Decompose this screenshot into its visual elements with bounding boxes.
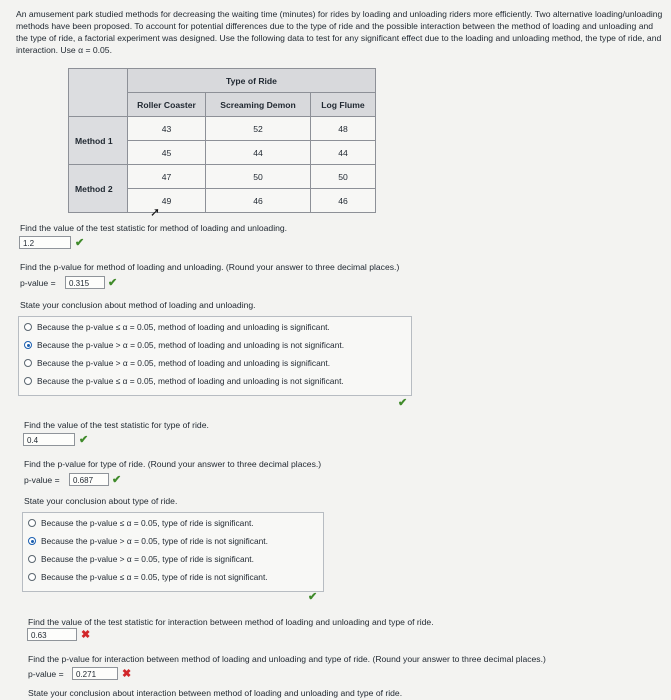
radio-icon[interactable] [24, 323, 32, 331]
q1-conclusion-prompt: State your conclusion about method of loading and unloading. [20, 300, 256, 310]
q3-stat-prompt: Find the value of the test statistic for interaction between method of loading and unloading and type of ride. [28, 617, 434, 627]
col-header: Roller Coaster [128, 93, 206, 117]
row-header-method-1: Method 1 [69, 117, 128, 165]
table-cell: 52 [206, 117, 311, 141]
table-cell: 46 [311, 189, 376, 213]
table-cell: 48 [311, 117, 376, 141]
q2-option-4[interactable]: Because the p-value ≤ α = 0.05, type of ride is not significant. [28, 572, 268, 582]
correct-check-icon: ✔ [108, 277, 118, 289]
row-header-method-2: Method 2 [69, 165, 128, 213]
incorrect-x-icon: ✖ [81, 629, 91, 641]
type-of-ride-header: Type of Ride [128, 69, 376, 93]
q2-stat-prompt: Find the value of the test statistic for type of ride. [24, 420, 209, 430]
q3-stat-input[interactable]: 0.63 [27, 628, 77, 641]
q3-conclusion-prompt: State your conclusion about interaction between method of loading and unloading and type of ride. [28, 688, 403, 698]
table-cell: 44 [206, 141, 311, 165]
radio-selected-icon[interactable] [24, 341, 32, 349]
correct-check-icon: ✔ [308, 591, 318, 603]
q2-p-prompt: Find the p-value for type of ride. (Round your answer to three decimal places.) [24, 459, 322, 469]
col-header: Screaming Demon [206, 93, 311, 117]
table-cell: 49 [128, 189, 206, 213]
table-cell: 44 [311, 141, 376, 165]
q1-option-1[interactable]: Because the p-value ≤ α = 0.05, method of loading and unloading is significant. [24, 322, 330, 332]
q3-p-prompt: Find the p-value for interaction between method of loading and unloading and type of ride. (Round your answer to three decimal places.) [28, 654, 546, 664]
correct-check-icon: ✔ [75, 237, 85, 249]
table-cell: 50 [206, 165, 311, 189]
mouse-cursor-icon: ➚ [150, 205, 161, 219]
q2-option-2[interactable]: Because the p-value > α = 0.05, type of ride is not significant. [28, 536, 268, 546]
col-header: Log Flume [311, 93, 376, 117]
q2-p-label: p-value = [24, 475, 60, 485]
q3-p-label: p-value = [28, 669, 64, 679]
q3-p-input[interactable]: 0.271 [72, 667, 118, 680]
q2-option-3[interactable]: Because the p-value > α = 0.05, type of ride is significant. [28, 554, 254, 564]
q1-option-2[interactable]: Because the p-value > α = 0.05, method of loading and unloading is not significant. [24, 340, 344, 350]
q2-p-input[interactable]: 0.687 [69, 473, 109, 486]
q2-conclusion-prompt: State your conclusion about type of ride. [24, 496, 178, 506]
radio-icon[interactable] [28, 519, 36, 527]
correct-check-icon: ✔ [398, 397, 408, 409]
table-cell: 43 [128, 117, 206, 141]
correct-check-icon: ✔ [112, 474, 122, 486]
table-corner [69, 69, 128, 117]
q1-p-input[interactable]: 0.315 [65, 276, 105, 289]
q1-option-3[interactable]: Because the p-value > α = 0.05, method of loading and unloading is significant. [24, 358, 330, 368]
radio-icon[interactable] [28, 573, 36, 581]
q1-p-prompt: Find the p-value for method of loading and unloading. (Round your answer to three decimal places.) [20, 262, 400, 272]
correct-check-icon: ✔ [79, 434, 89, 446]
table-cell: 47 [128, 165, 206, 189]
radio-icon[interactable] [24, 359, 32, 367]
q1-option-4[interactable]: Because the p-value ≤ α = 0.05, method of loading and unloading is not significant. [24, 376, 344, 386]
incorrect-x-icon: ✖ [122, 668, 132, 680]
q1-stat-input[interactable]: 1.2 [19, 236, 71, 249]
table-cell: 50 [311, 165, 376, 189]
data-table [68, 68, 376, 213]
table-cell: 46 [206, 189, 311, 213]
problem-statement: An amusement park studied methods for decreasing the waiting time (minutes) for rides by loading and unloading riders more efficiently. Two alternative loading/unloading methods have been proposed. To account for potential differences due to the type of ride and the possible interaction between the method of loading and unloading and the type of ride, a factorial experiment was designed. Use the following data to test for any significant effect due to the loading and unloading method, the type of ride, and interaction. Use α = 0.05. [16, 9, 663, 55]
q2-option-1[interactable]: Because the p-value ≤ α = 0.05, type of ride is significant. [28, 518, 254, 528]
radio-icon[interactable] [24, 377, 32, 385]
radio-selected-icon[interactable] [28, 537, 36, 545]
q1-stat-prompt: Find the value of the test statistic for method of loading and unloading. [20, 223, 288, 233]
q1-p-label: p-value = [20, 278, 56, 288]
q2-stat-input[interactable]: 0.4 [23, 433, 75, 446]
table-cell: 45 [128, 141, 206, 165]
radio-icon[interactable] [28, 555, 36, 563]
